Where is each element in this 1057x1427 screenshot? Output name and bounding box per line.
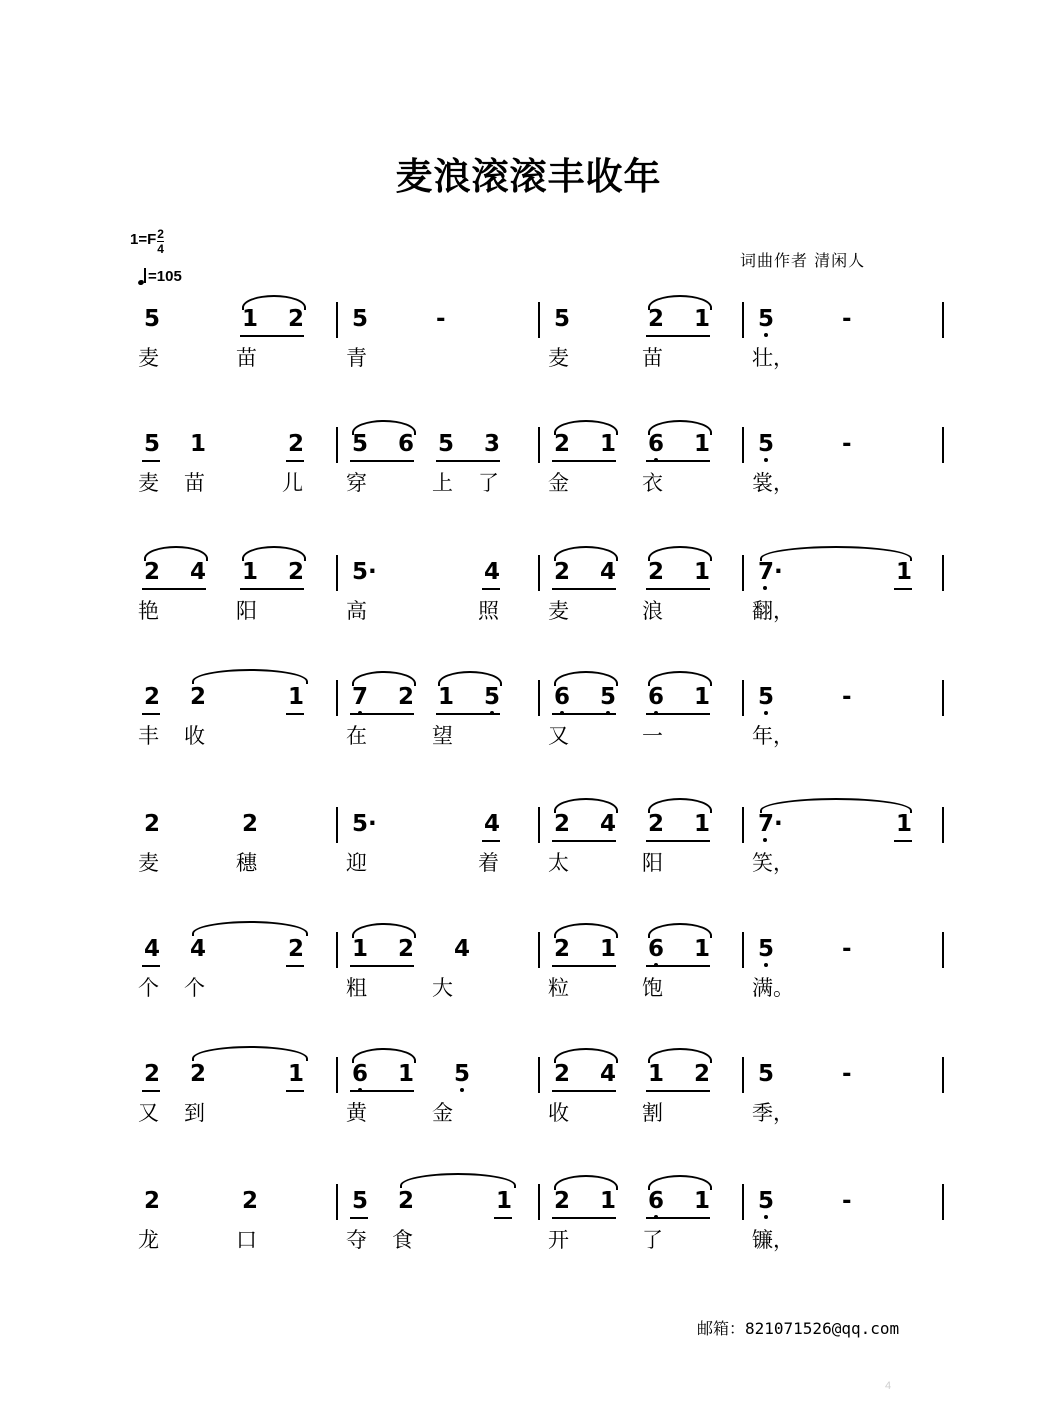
note: 6 — [648, 433, 664, 456]
lyric-syllable: 麦 — [138, 346, 159, 370]
lyrics-layer-1 — [130, 300, 950, 412]
note: 5 — [484, 686, 500, 709]
note: 2 — [144, 811, 161, 837]
lyric-syllable: 苗 — [236, 346, 257, 370]
note: 1 — [438, 684, 455, 710]
note: 2 — [288, 306, 305, 332]
note: 5 — [600, 686, 616, 709]
music-system-5 — [130, 805, 950, 917]
lyric-syllable: 照 — [478, 599, 499, 623]
note: 2 — [398, 936, 415, 962]
note: 5 — [758, 686, 774, 709]
quarter-note-icon — [138, 268, 147, 285]
lyric-syllable: 翻， — [752, 599, 794, 623]
author-credit: 词曲作者 清闲人 — [740, 251, 866, 270]
lyric-syllable: 年， — [752, 724, 794, 748]
note: 1 — [694, 431, 711, 457]
note: 2 — [144, 559, 161, 585]
lyric-syllable: 麦 — [548, 599, 569, 623]
lyric-syllable: 太 — [548, 851, 569, 875]
page-title: 麦浪滚滚丰收年 — [395, 155, 662, 198]
music-system-8 — [130, 1182, 950, 1294]
email-footer: 邮箱：821071526@qq.com — [697, 1319, 900, 1338]
lyric-syllable: 上 — [432, 471, 453, 495]
note: 5 — [144, 306, 161, 332]
note: 2 — [648, 559, 665, 585]
lyric-syllable: 又 — [138, 1101, 159, 1125]
lyric-syllable: 苗 — [184, 471, 205, 495]
lyric-syllable: 个 — [184, 976, 205, 1000]
lyric-syllable: 开 — [548, 1228, 569, 1252]
note: 2 — [144, 684, 161, 710]
sustain-dash: - — [842, 431, 852, 457]
sustain-dash: - — [842, 684, 852, 710]
lyric-syllable: 儿 — [282, 471, 303, 495]
note: 2 — [648, 811, 665, 837]
note: 1 — [600, 1188, 617, 1214]
lyrics-layer-3 — [130, 553, 950, 665]
lyric-syllable: 着 — [478, 851, 499, 875]
note: 2 — [190, 1061, 207, 1087]
lyric-syllable: 迎 — [346, 851, 367, 875]
note: 1 — [648, 1061, 665, 1087]
key-signature-label: 1=F — [130, 231, 157, 248]
note: 2 — [398, 684, 415, 710]
lyrics-layer-6 — [130, 930, 950, 1042]
lyrics-layer-5 — [130, 805, 950, 917]
note: 1 — [398, 1061, 415, 1087]
note: 6 — [648, 938, 664, 961]
lyric-syllable: 艳 — [138, 599, 159, 623]
lyric-syllable: 收 — [548, 1101, 569, 1125]
sustain-dash: - — [436, 306, 446, 332]
lyric-syllable: 浪 — [642, 599, 663, 623]
note: 2 — [288, 431, 305, 457]
note: 2 — [554, 559, 571, 585]
note: 5 — [144, 431, 161, 457]
note: 1 — [288, 684, 305, 710]
note: 4 — [190, 559, 207, 585]
note: 1 — [694, 936, 711, 962]
lyric-syllable: 大 — [432, 976, 453, 1000]
lyric-syllable: 黄 — [346, 1101, 367, 1125]
note: 2 — [144, 1188, 161, 1214]
note: 5 — [758, 1190, 774, 1213]
note: 2 — [554, 1188, 571, 1214]
lyrics-layer-4 — [130, 678, 950, 790]
note: 5 — [758, 1061, 775, 1087]
note: 2 — [288, 559, 305, 585]
note: 2 — [398, 1188, 415, 1214]
lyric-syllable: 到 — [184, 1101, 205, 1125]
time-signature — [157, 228, 164, 255]
note: 4 — [484, 811, 501, 837]
note: 5 — [554, 306, 571, 332]
note: 1 — [896, 559, 913, 585]
sustain-dash: - — [842, 936, 852, 962]
lyric-syllable: 粒 — [548, 976, 569, 1000]
lyric-syllable: 一 — [642, 724, 663, 748]
page-number: 4 — [885, 1380, 892, 1392]
note: 5 — [352, 431, 369, 457]
note: 1 — [694, 559, 711, 585]
note: 2 — [694, 1061, 711, 1087]
time-signature-denominator: 4 — [157, 242, 164, 256]
note: 5· — [352, 811, 377, 837]
note: 5 — [758, 433, 774, 456]
lyric-syllable: 镰， — [752, 1228, 794, 1252]
key-signature — [130, 228, 164, 255]
lyric-syllable: 金 — [432, 1101, 453, 1125]
lyric-syllable: 笑， — [752, 851, 794, 875]
note: 5 — [454, 1063, 470, 1086]
note: 2 — [288, 936, 305, 962]
note: 1 — [694, 811, 711, 837]
note: 1 — [242, 559, 259, 585]
time-signature-numerator: 2 — [157, 227, 164, 241]
note: 2 — [242, 1188, 259, 1214]
note: 2 — [144, 1061, 161, 1087]
lyric-syllable: 壮， — [752, 346, 794, 370]
note: 3 — [484, 431, 501, 457]
note: 4 — [484, 559, 501, 585]
note: 2 — [242, 811, 259, 837]
note: 1 — [600, 431, 617, 457]
note: 5 — [758, 308, 774, 331]
sustain-dash: - — [842, 1061, 852, 1087]
lyric-syllable: 割 — [642, 1101, 663, 1125]
note: 2 — [554, 431, 571, 457]
lyric-syllable: 丰 — [138, 724, 159, 748]
note: 1 — [242, 306, 259, 332]
music-system-7 — [130, 1055, 950, 1167]
note: 1 — [694, 684, 711, 710]
lyric-syllable: 了 — [642, 1228, 663, 1252]
tempo-value: =105 — [148, 268, 182, 285]
note: 1 — [694, 306, 711, 332]
note: 5 — [352, 306, 369, 332]
note: 1 — [288, 1061, 305, 1087]
lyric-syllable: 麦 — [138, 851, 159, 875]
lyrics-layer-7 — [130, 1055, 950, 1167]
note: 7· — [758, 561, 783, 584]
lyric-syllable: 粗 — [346, 976, 367, 1000]
note: 6 — [398, 431, 415, 457]
note: 1 — [352, 936, 369, 962]
note: 2 — [648, 306, 665, 332]
note: 4 — [600, 1061, 617, 1087]
music-system-1 — [130, 300, 950, 412]
lyric-syllable: 口 — [236, 1228, 257, 1252]
sustain-dash: - — [842, 306, 852, 332]
note: 2 — [554, 811, 571, 837]
note: 6 — [648, 1190, 664, 1213]
lyric-syllable: 金 — [548, 471, 569, 495]
lyric-syllable: 穿 — [346, 471, 367, 495]
note: 1 — [190, 431, 207, 457]
lyric-syllable: 满。 — [752, 976, 794, 1000]
note: 2 — [190, 684, 207, 710]
note: 6 — [554, 686, 570, 709]
note: 7· — [758, 813, 783, 836]
lyric-syllable: 夺 — [346, 1228, 367, 1252]
music-system-2 — [130, 425, 950, 537]
tempo-marking — [138, 268, 182, 285]
note: 4 — [190, 936, 207, 962]
note: 5 — [352, 1188, 369, 1214]
note: 1 — [896, 811, 913, 837]
lyric-syllable: 穗 — [236, 851, 257, 875]
note: 4 — [600, 811, 617, 837]
lyric-syllable: 望 — [432, 724, 453, 748]
lyric-syllable: 苗 — [642, 346, 663, 370]
lyric-syllable: 饱 — [642, 976, 663, 1000]
note: 6 — [352, 1063, 368, 1086]
note: 2 — [554, 1061, 571, 1087]
note: 4 — [144, 936, 161, 962]
lyric-syllable: 在 — [346, 724, 367, 748]
note: 5 — [438, 431, 455, 457]
note: 1 — [600, 936, 617, 962]
lyric-syllable: 龙 — [138, 1228, 159, 1252]
note: 4 — [454, 936, 471, 962]
lyric-syllable: 了 — [478, 471, 499, 495]
note: 1 — [496, 1188, 513, 1214]
lyric-syllable: 阳 — [236, 599, 257, 623]
lyric-syllable: 衣 — [642, 471, 663, 495]
lyrics-layer-2 — [130, 425, 950, 537]
lyric-syllable: 个 — [138, 976, 159, 1000]
lyric-syllable: 麦 — [548, 346, 569, 370]
lyric-syllable: 青 — [346, 346, 367, 370]
lyric-syllable: 又 — [548, 724, 569, 748]
music-system-6 — [130, 930, 950, 1042]
note: 7 — [352, 686, 368, 709]
note: 5 — [758, 938, 774, 961]
lyric-syllable: 季， — [752, 1101, 794, 1125]
note: 6 — [648, 686, 664, 709]
note: 1 — [694, 1188, 711, 1214]
sustain-dash: - — [842, 1188, 852, 1214]
lyric-syllable: 裳， — [752, 471, 794, 495]
note: 5· — [352, 559, 377, 585]
lyric-syllable: 麦 — [138, 471, 159, 495]
music-system-3 — [130, 553, 950, 665]
music-system-4 — [130, 678, 950, 790]
lyric-syllable: 高 — [346, 599, 367, 623]
lyric-syllable: 收 — [184, 724, 205, 748]
lyric-syllable: 阳 — [642, 851, 663, 875]
lyrics-layer-8 — [130, 1182, 950, 1294]
note: 2 — [554, 936, 571, 962]
lyric-syllable: 食 — [392, 1228, 413, 1252]
note: 4 — [600, 559, 617, 585]
